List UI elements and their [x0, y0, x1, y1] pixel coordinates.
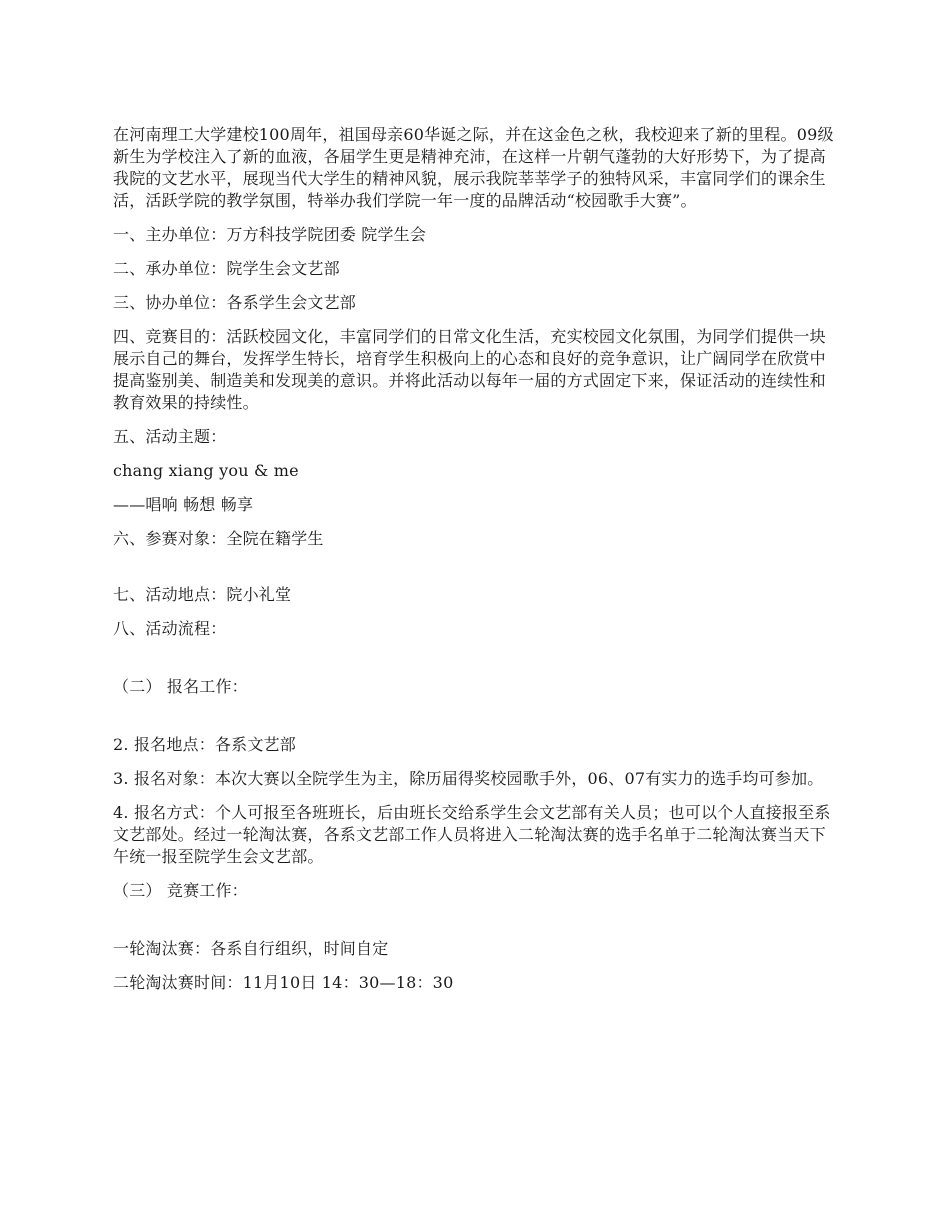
theme-title: chang xiang you & me — [113, 461, 299, 480]
spacer — [113, 652, 841, 676]
host-line: 二、承办单位：院学生会文艺部 — [113, 259, 340, 278]
registration-target: 3. 报名对象：本次大赛以全院学生为主，除历届得奖校园歌手外，06、07有实力的选手均可参加。 — [113, 769, 824, 788]
round-two-time-line: 二轮淘汰赛时间：11月10日 14：30—18：30 — [113, 973, 454, 992]
venue-line: 七、活动地点：院小礼堂 — [113, 585, 292, 604]
registration-heading: （二） 报名工作： — [113, 677, 248, 696]
co-organizer-line: 三、协办单位：各系学生会文艺部 — [113, 293, 357, 312]
registration-location: 2. 报名地点：各系文艺部 — [113, 735, 296, 754]
spacer — [113, 914, 841, 938]
theme-heading: 五、活动主题： — [113, 427, 227, 446]
document-page — [113, 124, 841, 1006]
spacer — [113, 710, 841, 734]
spacer — [113, 562, 841, 584]
participants-line: 六、参赛对象：全院在籍学生 — [113, 529, 324, 548]
competition-heading: （三） 竞赛工作： — [113, 881, 248, 900]
organizer-line: 一、主办单位：万方科技学院团委 院学生会 — [113, 225, 427, 244]
registration-method: 4. 报名方式：个人可报至各班班长，后由班长交给系学生会文艺部有关人员；也可以个人直接报至系文艺部处。经过一轮淘汰赛，各系文艺部工作人员将进入二轮淘汰赛的选手名单于二轮淘汰赛当天下午统一报至院学生会文艺部。 — [113, 803, 831, 866]
theme-subtitle: ——唱响 畅想 畅享 — [113, 495, 254, 514]
purpose-paragraph: 四、竞赛目的：活跃校园文化，丰富同学们的日常文化生活，充实校园文化氛围，为同学们提供一块展示自己的舞台，发挥学生特长，培育学生积极向上的心态和良好的竞争意识，让广阔同学在欣赏中提高鉴别美、制造美和发现美的意识。并将此活动以每年一届的方式固定下来，保证活动的连续性和教育效果的持续性。 — [113, 327, 826, 412]
round-one-line: 一轮淘汰赛：各系自行组织，时间自定 — [113, 939, 389, 958]
process-heading: 八、活动流程： — [113, 619, 227, 638]
intro-paragraph: 在河南理工大学建校100周年，祖国母亲60华诞之际，并在这金色之秋，我校迎来了新的里程。09级新生为学校注入了新的血液，各届学生更是精神充沛，在这样一片朝气蓬勃的大好形势下，为了提高我院的文艺水平，展现当代大学生的精神风貌，展示我院莘莘学子的独特风采，丰富同学们的课余生活，活跃学院的教学氛围，特举办我们学院一年一度的品牌活动“校园歌手大赛”。 — [113, 125, 834, 210]
